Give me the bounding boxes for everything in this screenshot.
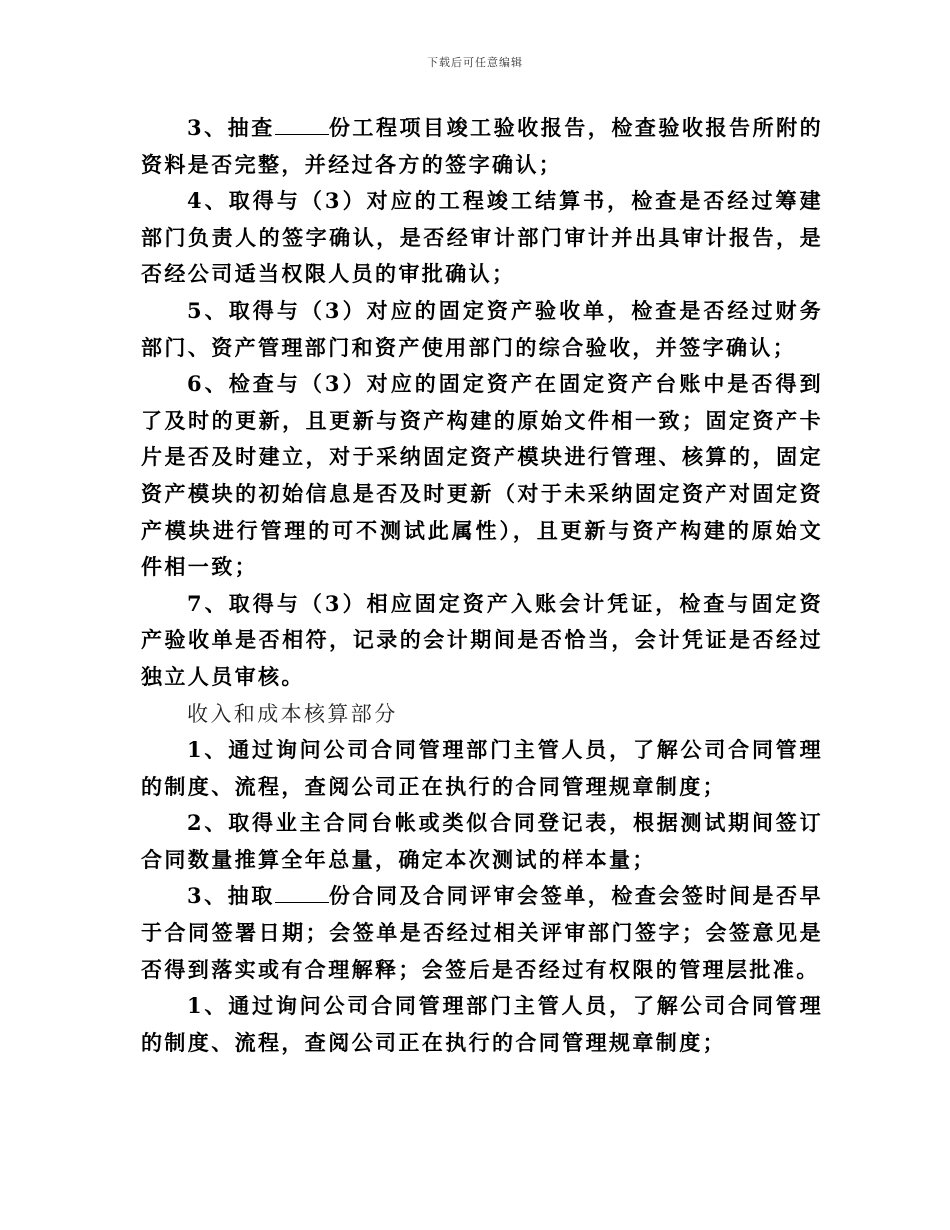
- section-paragraph-2: 2、取得业主合同台帐或类似合同登记表，根据测试期间签订合同数量推算全年总量，确定本次测试的样本量；: [141, 810, 823, 872]
- section-heading: 收入和成本核算部分: [187, 701, 398, 726]
- paragraph-suffix: 份工程项目竣工验收报告，检查验收报告所附的资料是否完整，并经过各方的签字确认；: [141, 115, 823, 177]
- paragraph-prefix: 3、抽查: [187, 115, 275, 140]
- paragraph-item-6: 6、检查与（3）对应的固定资产在固定资产台账中是否得到了及时的更新，且更新与资产构建的原始文件相一致；固定资产卡片是否及时建立，对于采纳固定资产模块进行管理、核算的，固定资产模块的初始信息是否及时更新（对于未采纳固定资产对固定资产模块进行管理的可不测试此属性），且更新与资产构建的原始文件相一致；: [141, 371, 823, 580]
- paragraph-prefix: 3、抽取: [187, 883, 275, 909]
- section-paragraph-1: 1、通过询问公司合同管理部门主管人员，了解公司合同管理的制度、流程，查阅公司正在执行的合同管理规章制度；: [141, 737, 823, 799]
- section-paragraph-4: 1、通过询问公司合同管理部门主管人员，了解公司合同管理的制度、流程，查阅公司正在执行的合同管理规章制度；: [141, 993, 823, 1055]
- fill-in-blank: [275, 116, 329, 135]
- paragraph-item-4: 4、取得与（3）对应的工程竣工结算书，检查是否经过筹建部门负责人的签字确认，是否经审计部门审计并出具审计报告，是否经公司适当权限人员的审批确认；: [141, 188, 823, 287]
- section-paragraph-3: [141, 878, 823, 988]
- page-header: 下载后可任意编辑: [427, 56, 523, 69]
- paragraph-item-5: 5、取得与（3）对应的固定资产验收单，检查是否经过财务部门、资产管理部门和资产使用部门的综合验收，并签字确认；: [141, 297, 823, 360]
- paragraph-suffix: 份合同及合同评审会签单，检查会签时间是否早于合同签署日期；会签单是否经过相关评审部门签字；会签意见是否得到落实或有合理解释；会签后是否经过有权限的管理层批准。: [141, 883, 823, 982]
- document-body: [141, 110, 823, 1061]
- fill-in-blank: [275, 884, 329, 903]
- paragraph-item-7: 7、取得与（3）相应固定资产入账会计凭证，检查与固定资产验收单是否相符，记录的会计期间是否恰当，会计凭证是否经过独立人员审核。: [141, 590, 823, 689]
- paragraph-item-3: [141, 110, 823, 183]
